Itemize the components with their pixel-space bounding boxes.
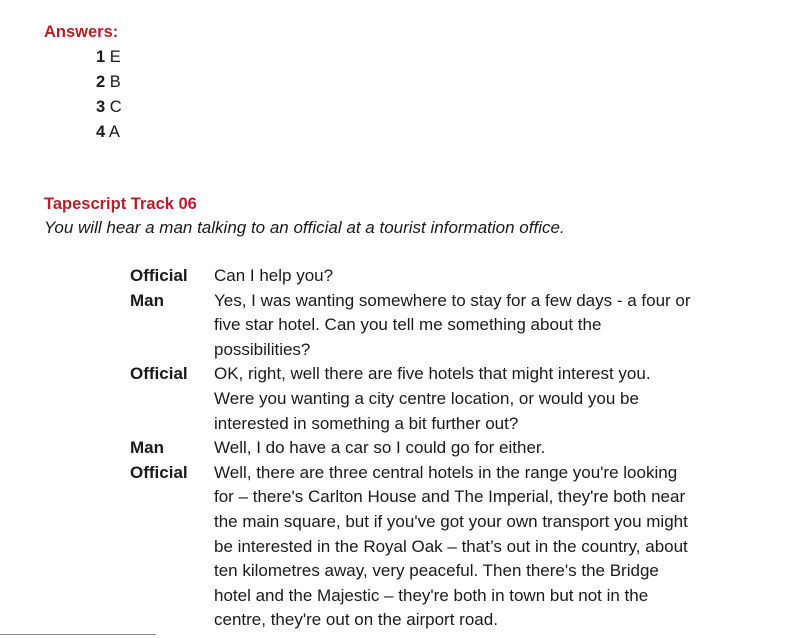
answers-heading: Answers: <box>44 23 119 41</box>
speech-text: OK, right, well there are five hotels that might interest you. Were you wanting a city centre location, or would you be interested in something a bit further out? <box>214 364 651 433</box>
speech-text: Yes, I was wanting somewhere to stay for a few days - a four or five star hotel. Can you tell me something about the possibilities? <box>214 290 691 359</box>
speaker-label: Man <box>130 438 164 458</box>
speaker-label: Official <box>130 462 188 482</box>
speaker-label: Man <box>130 290 164 310</box>
answer-number: 1 <box>96 48 106 66</box>
dialogue-turn <box>130 289 770 363</box>
answer-item <box>96 95 122 120</box>
answer-number: 2 <box>96 73 106 91</box>
answer-letter: E <box>109 48 121 66</box>
tapescript-heading: Tapescript Track 06 <box>44 195 197 213</box>
answer-letter: B <box>109 73 121 91</box>
tapescript-intro: You will hear a man talking to an official at a tourist information office. <box>44 218 565 237</box>
answer-letter: A <box>108 123 120 141</box>
dialogue-turn <box>130 362 770 436</box>
answer-item <box>96 45 122 70</box>
dialogue <box>130 264 770 633</box>
answer-number: 3 <box>96 98 106 116</box>
answer-item <box>96 120 122 145</box>
speech-text: Can I help you? <box>214 266 334 285</box>
speaker-label: Official <box>130 266 188 285</box>
answer-item <box>96 70 122 95</box>
dialogue-turn <box>130 461 770 633</box>
dialogue-turn <box>130 436 770 461</box>
answers-list <box>96 45 122 145</box>
speaker-label: Official <box>130 364 188 384</box>
speech-text: Well, there are three central hotels in the range you're looking for – there's Carlton House and The Imperial, they're both near the main square, but if you've got your own transport you might be interested in the Royal Oak – that’s out in the country, about ten kilometres away, very peaceful. Then there's the Bridge hotel and the Majestic – they're both in town but not in the centre, they're out on the airport road. <box>214 462 688 630</box>
dialogue-turn <box>130 264 770 289</box>
footnote-divider <box>0 634 156 635</box>
answer-letter: C <box>109 98 122 116</box>
answer-number: 4 <box>96 123 106 141</box>
speech-text: Well, I do have a car so I could go for either. <box>214 438 546 458</box>
